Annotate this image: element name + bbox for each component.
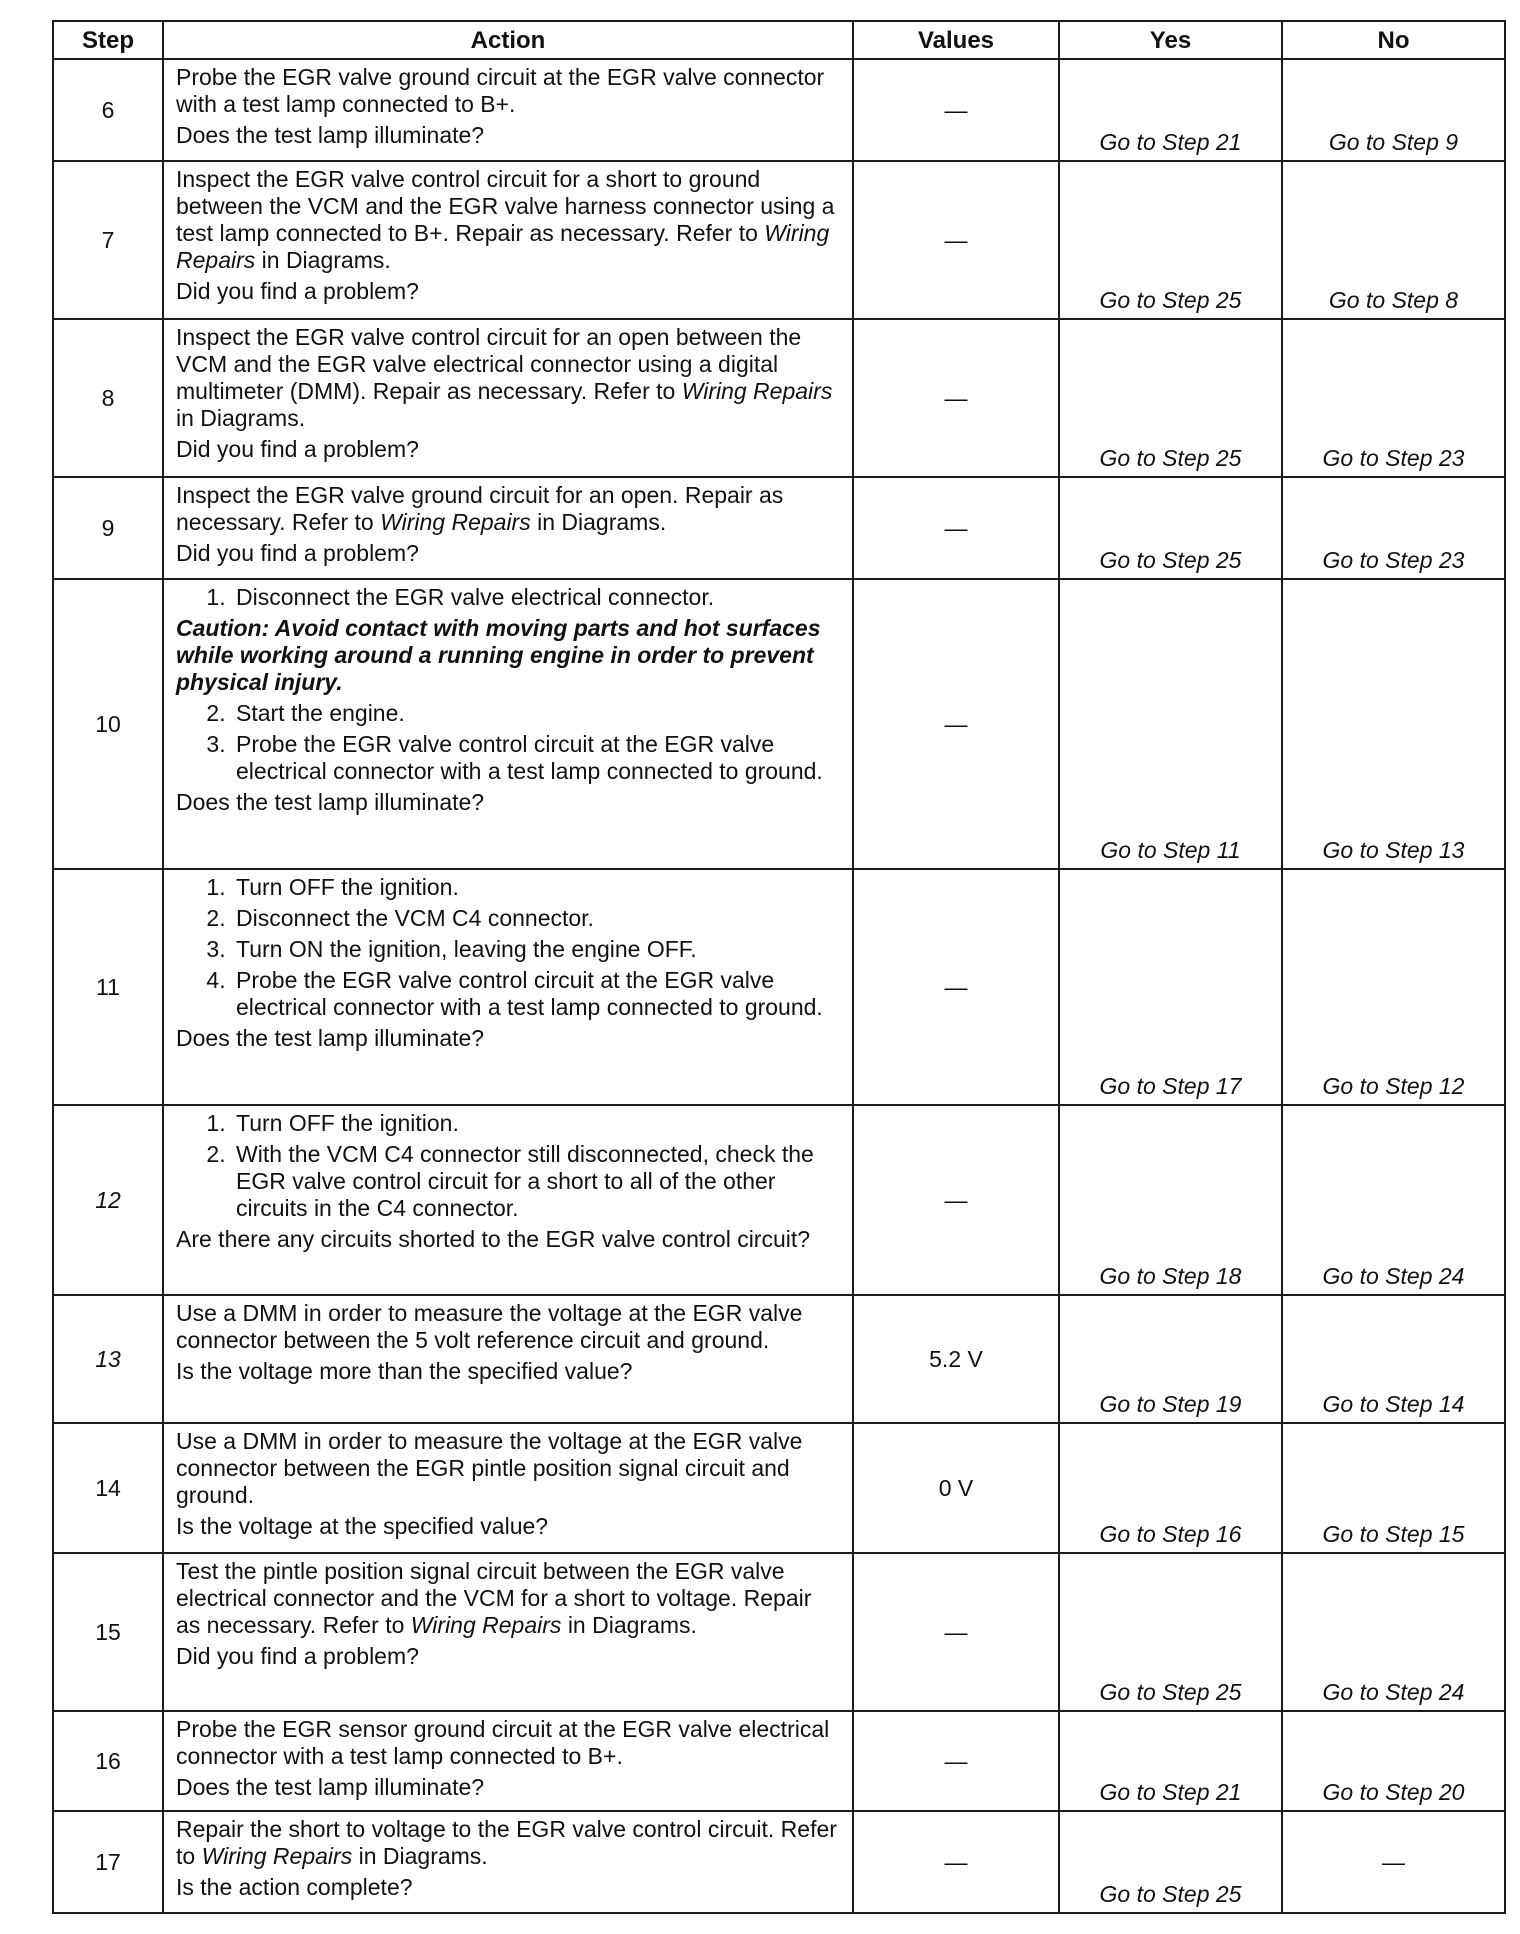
action-cell [163,1811,853,1913]
header-step: Step [53,21,163,59]
yes-cell: Go to Step 11 [1059,579,1282,869]
procedure-list [176,874,840,1021]
procedure-item: 4. Probe the EGR valve control circuit at the EGR valve electrical connector with a test lamp connected to ground. [232,967,840,1021]
value-cell: — [853,161,1059,319]
no-cell: Go to Step 23 [1282,319,1505,477]
action-cell [163,1423,853,1553]
value-cell: — [853,59,1059,161]
action-text [176,1558,840,1639]
no-cell: Go to Step 15 [1282,1423,1505,1553]
action-text-after: in Diagrams. [176,405,306,431]
wiring-repairs-ref: Wiring Repairs [201,1843,353,1869]
step-number: 10 [53,579,163,869]
yes-cell: Go to Step 25 [1059,1553,1282,1711]
header-row [53,21,1505,59]
header-no: No [1282,21,1505,59]
header-values: Values [853,21,1059,59]
table-row [53,477,1505,579]
table-row [53,1423,1505,1553]
action-question: Does the test lamp illuminate? [176,789,485,815]
action-question: Is the action complete? [176,1874,413,1900]
yes-cell: Go to Step 19 [1059,1295,1282,1423]
procedure-item: 3. Probe the EGR valve control circuit at the EGR valve electrical connector with a test lamp connected to ground. [232,731,840,785]
yes-cell: Go to Step 25 [1059,477,1282,579]
yes-cell: Go to Step 21 [1059,59,1282,161]
action-cell [163,59,853,161]
table-row [53,1295,1505,1423]
header-action: Action [163,21,853,59]
procedure-list [176,700,840,785]
action-text-after: in Diagrams. [537,509,667,535]
action-cell [163,1711,853,1811]
table-row [53,1711,1505,1811]
no-cell: Go to Step 13 [1282,579,1505,869]
action-text-after: in Diagrams. [261,247,391,273]
action-text: Probe the EGR valve ground circuit at the EGR valve connector with a test lamp connected to B+. [176,64,825,117]
value-cell: — [853,1811,1059,1913]
action-text-before: Inspect the EGR valve control circuit for an open between the VCM and the EGR valve electrical connector using a digital multimeter (DMM). Repair as necessary. Refer to [176,324,802,404]
action-text [176,1816,840,1870]
step-number: 6 [53,59,163,161]
procedure-item: 1. Disconnect the EGR valve electrical connector. [232,584,840,611]
table-row [53,59,1505,161]
no-cell: Go to Step 20 [1282,1711,1505,1811]
no-cell: Go to Step 8 [1282,161,1505,319]
action-text-after: in Diagrams. [358,1843,488,1869]
action-text [176,324,840,432]
action-cell [163,477,853,579]
action-text-before: Inspect the EGR valve control circuit for a short to ground between the VCM and the EGR valve harness connector using a test lamp connected to B+. Repair as necessary. Refer to [176,166,835,246]
step-number: 14 [53,1423,163,1553]
procedure-list [176,584,840,611]
table-row [53,1105,1505,1295]
table-row [53,161,1505,319]
diagnostic-table [52,20,1506,1914]
step-number: 13 [53,1295,163,1423]
action-question: Did you find a problem? [176,540,419,566]
action-question: Does the test lamp illuminate? [176,122,485,148]
value-cell: 0 V [853,1423,1059,1553]
action-question: Is the voltage at the specified value? [176,1513,549,1539]
action-text: Use a DMM in order to measure the voltage at the EGR valve connector between the EGR pintle position signal circuit and ground. [176,1428,803,1508]
table-row [53,319,1505,477]
action-text: Probe the EGR sensor ground circuit at the EGR valve electrical connector with a test lamp connected to B+. [176,1716,830,1769]
step-number: 8 [53,319,163,477]
value-cell: — [853,1553,1059,1711]
value-cell: 5.2 V [853,1295,1059,1423]
value-cell: — [853,869,1059,1105]
action-question: Are there any circuits shorted to the EGR valve control circuit? [176,1226,811,1252]
action-cell [163,1105,853,1295]
action-question: Did you find a problem? [176,1643,419,1669]
procedure-item: 2. With the VCM C4 connector still disconnected, check the EGR valve control circuit for a short to all of the other circuits in the C4 connector. [232,1141,840,1222]
value-cell: — [853,319,1059,477]
action-question: Did you find a problem? [176,278,419,304]
procedure-item: 3. Turn ON the ignition, leaving the engine OFF. [232,936,840,963]
step-number: 12 [53,1105,163,1295]
table-row [53,579,1505,869]
action-question: Did you find a problem? [176,436,419,462]
action-text-after: in Diagrams. [567,1612,697,1638]
step-number: 9 [53,477,163,579]
procedure-item: 1. Turn OFF the ignition. [232,874,840,901]
procedure-item: 1. Turn OFF the ignition. [232,1110,840,1137]
procedure-item: 2. Disconnect the VCM C4 connector. [232,905,840,932]
action-question: Does the test lamp illuminate? [176,1025,485,1051]
wiring-repairs-ref: Wiring Repairs [176,220,830,273]
step-number: 15 [53,1553,163,1711]
action-cell [163,579,853,869]
no-cell: Go to Step 12 [1282,869,1505,1105]
value-cell: — [853,1711,1059,1811]
step-number: 17 [53,1811,163,1913]
action-text: Use a DMM in order to measure the voltage at the EGR valve connector between the 5 volt reference circuit and ground. [176,1300,803,1353]
no-cell: Go to Step 24 [1282,1553,1505,1711]
value-cell: — [853,477,1059,579]
yes-cell: Go to Step 25 [1059,319,1282,477]
step-number: 11 [53,869,163,1105]
action-text-before: Inspect the EGR valve ground circuit for an open. Repair as necessary. Refer to [176,482,784,535]
header-yes: Yes [1059,21,1282,59]
action-cell [163,1295,853,1423]
action-cell [163,1553,853,1711]
table-row [53,869,1505,1105]
wiring-repairs-ref: Wiring Repairs [410,1612,562,1638]
no-cell: Go to Step 9 [1282,59,1505,161]
yes-cell: Go to Step 25 [1059,1811,1282,1913]
procedure-list [176,1110,840,1222]
wiring-repairs-ref: Wiring Repairs [380,509,531,535]
yes-cell: Go to Step 21 [1059,1711,1282,1811]
value-cell: — [853,579,1059,869]
action-cell [163,161,853,319]
yes-cell: Go to Step 18 [1059,1105,1282,1295]
no-cell: Go to Step 23 [1282,477,1505,579]
action-text-before: Repair the short to voltage to the EGR valve control circuit. Refer to [176,1816,837,1869]
no-cell: Go to Step 14 [1282,1295,1505,1423]
step-number: 16 [53,1711,163,1811]
action-text [176,482,840,536]
value-cell: — [853,1105,1059,1295]
step-number: 7 [53,161,163,319]
action-question: Does the test lamp illuminate? [176,1774,485,1800]
yes-cell: Go to Step 25 [1059,161,1282,319]
no-cell: — [1282,1811,1505,1913]
table-row [53,1811,1505,1913]
action-text [176,166,840,274]
caution-note: Caution: Avoid contact with moving parts and hot surfaces while working around a running engine in order to prevent physical injury. [176,615,821,695]
action-cell [163,319,853,477]
yes-cell: Go to Step 16 [1059,1423,1282,1553]
no-cell: Go to Step 24 [1282,1105,1505,1295]
table-row [53,1553,1505,1711]
action-text-before: Test the pintle position signal circuit between the EGR valve electrical connector and the VCM for a short to voltage. Repair as necessary. Refer to [176,1558,812,1638]
procedure-item: 2. Start the engine. [232,700,840,727]
action-cell [163,869,853,1105]
wiring-repairs-ref: Wiring Repairs [681,378,833,404]
action-question: Is the voltage more than the specified value? [176,1358,633,1384]
yes-cell: Go to Step 17 [1059,869,1282,1105]
